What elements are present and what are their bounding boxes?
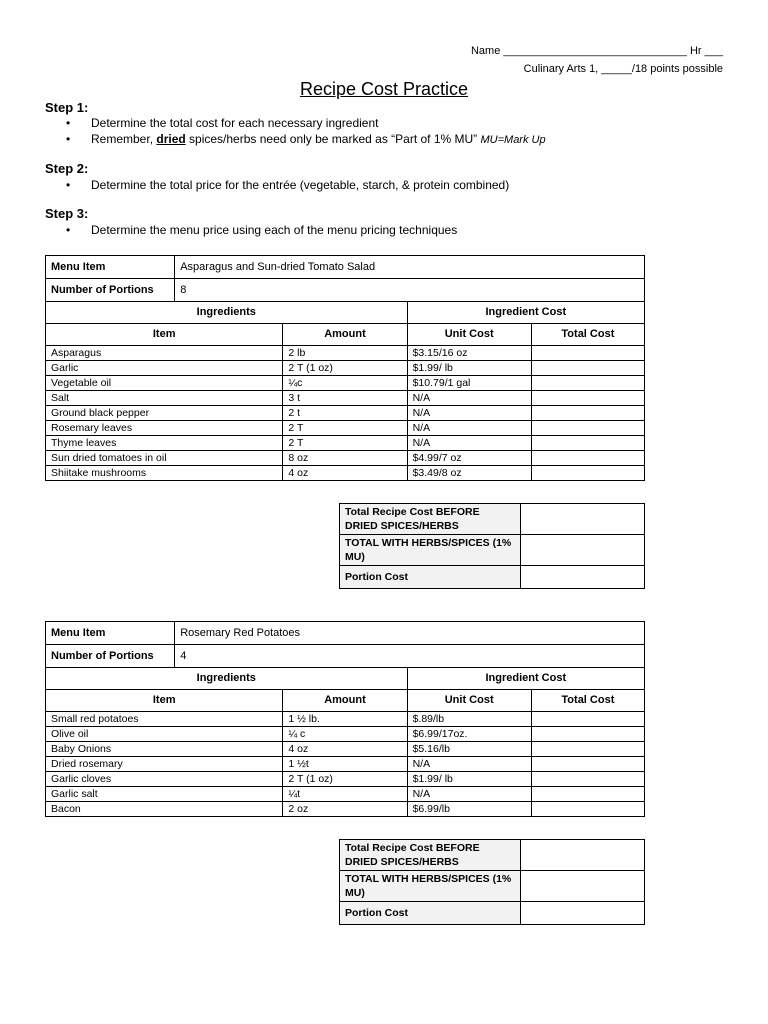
portion-cost-field[interactable] [521, 902, 645, 925]
ingredient-unit-cost: $10.79/1 gal [407, 376, 531, 391]
ingredient-total-cost-field[interactable] [531, 361, 644, 376]
total-before-label: Total Recipe Cost BEFORE DRIED SPICES/HERBS [340, 504, 521, 535]
amount-header: Amount [283, 324, 407, 346]
ingredient-row [46, 451, 645, 466]
ingredient-amount: ¼ c [283, 727, 407, 742]
total-cost-header: Total Cost [531, 324, 644, 346]
ingredient-unit-cost: $3.49/8 oz [407, 466, 531, 481]
ingredient-item: Garlic salt [46, 787, 283, 802]
ingredient-item: Sun dried tomatoes in oil [46, 451, 283, 466]
ingredient-cost-header: Ingredient Cost [407, 302, 644, 324]
recipe-table-2 [45, 621, 645, 817]
ingredient-unit-cost: $6.99/17oz. [407, 727, 531, 742]
ingredient-total-cost-field[interactable] [531, 421, 644, 436]
total-before-label: Total Recipe Cost BEFORE DRIED SPICES/HERBS [340, 840, 521, 871]
ingredient-unit-cost: N/A [407, 391, 531, 406]
portions-value: 4 [175, 645, 645, 668]
total-before-field[interactable] [521, 504, 645, 535]
ingredient-amount: 2 oz [283, 802, 407, 817]
ingredient-amount: 4 oz [283, 742, 407, 757]
page-title: Recipe Cost Practice [299, 79, 469, 99]
ingredient-item: Thyme leaves [46, 436, 283, 451]
ingredient-row [46, 391, 645, 406]
ingredient-total-cost-field[interactable] [531, 742, 644, 757]
ingredient-unit-cost: N/A [407, 421, 531, 436]
ingredient-total-cost-field[interactable] [531, 772, 644, 787]
bullet-icon: • [66, 223, 71, 237]
ingredient-total-cost-field[interactable] [531, 451, 644, 466]
ingredient-item: Vegetable oil [46, 376, 283, 391]
total-with-label: TOTAL WITH HERBS/SPICES (1% MU) [340, 871, 521, 902]
ingredient-item: Shiitake mushrooms [46, 466, 283, 481]
total-cost-header: Total Cost [531, 690, 644, 712]
ingredient-total-cost-field[interactable] [531, 787, 644, 802]
unit-cost-header: Unit Cost [407, 324, 531, 346]
recipe-table-1 [45, 255, 645, 481]
ingredients-header: Ingredients [46, 302, 408, 324]
ingredient-unit-cost: $1.99/ lb [407, 361, 531, 376]
step-3-bullet-1: • Determine the menu price using each of the menu pricing techniques [66, 223, 458, 237]
ingredient-row [46, 436, 645, 451]
ingredient-amount: 8 oz [283, 451, 407, 466]
total-with-label: TOTAL WITH HERBS/SPICES (1% MU) [340, 535, 521, 566]
menu-item-label: Menu Item [46, 256, 175, 279]
ingredient-row [46, 466, 645, 481]
ingredient-row [46, 757, 645, 772]
ingredient-total-cost-field[interactable] [531, 727, 644, 742]
menu-item-value: Asparagus and Sun-dried Tomato Salad [175, 256, 645, 279]
ingredient-amount: 2 T [283, 421, 407, 436]
step-2-label: Step 2: [45, 161, 89, 176]
ingredient-row [46, 406, 645, 421]
bullet-icon: • [66, 116, 71, 130]
ingredient-total-cost-field[interactable] [531, 802, 644, 817]
ingredient-row [46, 421, 645, 436]
step-2-bullet-1: • Determine the total price for the entrée (vegetable, starch, & protein combined) [66, 178, 510, 192]
ingredient-row [46, 787, 645, 802]
bullet-icon: • [66, 178, 71, 192]
ingredient-amount: 4 oz [283, 466, 407, 481]
item-header: Item [46, 690, 283, 712]
ingredient-total-cost-field[interactable] [531, 346, 644, 361]
ingredient-row [46, 802, 645, 817]
total-with-field[interactable] [521, 535, 645, 566]
ingredient-item: Ground black pepper [46, 406, 283, 421]
ingredient-amount: 1 ½t [283, 757, 407, 772]
ingredient-cost-header: Ingredient Cost [407, 668, 644, 690]
ingredient-unit-cost: $5.16/lb [407, 742, 531, 757]
item-header: Item [46, 324, 283, 346]
ingredient-unit-cost: $1.99/ lb [407, 772, 531, 787]
ingredient-unit-cost: $4.99/7 oz [407, 451, 531, 466]
ingredient-item: Rosemary leaves [46, 421, 283, 436]
cost-summary-1 [339, 503, 645, 589]
ingredient-amount: 3 t [283, 391, 407, 406]
ingredient-amount: 2 T (1 oz) [283, 772, 407, 787]
ingredient-row [46, 772, 645, 787]
step-3-label: Step 3: [45, 206, 89, 221]
ingredient-item: Small red potatoes [46, 712, 283, 727]
ingredient-total-cost-field[interactable] [531, 406, 644, 421]
ingredient-item: Baby Onions [46, 742, 283, 757]
ingredient-unit-cost: $.89/lb [407, 712, 531, 727]
ingredient-amount: 2 T [283, 436, 407, 451]
ingredient-row [46, 727, 645, 742]
portion-cost-label: Portion Cost [340, 902, 521, 925]
step-1-bullet-2: • Remember, dried spices/herbs need only be marked as “Part of 1% MU” MU=Mark Up [66, 132, 546, 146]
total-with-field[interactable] [521, 871, 645, 902]
unit-cost-header: Unit Cost [407, 690, 531, 712]
ingredient-unit-cost: N/A [407, 436, 531, 451]
ingredient-item: Garlic cloves [46, 772, 283, 787]
portions-label: Number of Portions [46, 279, 175, 302]
bullet-icon: • [66, 132, 71, 146]
portions-value: 8 [175, 279, 645, 302]
ingredient-total-cost-field[interactable] [531, 757, 644, 772]
portion-cost-label: Portion Cost [340, 566, 521, 589]
ingredient-amount: ¼c [283, 376, 407, 391]
ingredient-unit-cost: N/A [407, 406, 531, 421]
portions-label: Number of Portions [46, 645, 175, 668]
ingredients-header: Ingredients [46, 668, 408, 690]
ingredient-item: Bacon [46, 802, 283, 817]
ingredient-unit-cost: N/A [407, 787, 531, 802]
total-before-field[interactable] [521, 840, 645, 871]
ingredient-item: Asparagus [46, 346, 283, 361]
ingredient-item: Dried rosemary [46, 757, 283, 772]
ingredient-amount: 2 T (1 oz) [283, 361, 407, 376]
ingredient-unit-cost: N/A [407, 757, 531, 772]
ingredient-total-cost-field[interactable] [531, 391, 644, 406]
ingredient-total-cost-field[interactable] [531, 466, 644, 481]
ingredient-item: Olive oil [46, 727, 283, 742]
ingredient-unit-cost: $3.15/16 oz [407, 346, 531, 361]
ingredient-amount: 1 ½ lb. [283, 712, 407, 727]
portion-cost-field[interactable] [521, 566, 645, 589]
ingredient-row [46, 361, 645, 376]
ingredient-row [46, 376, 645, 391]
ingredient-total-cost-field[interactable] [531, 436, 644, 451]
class-points-line: Culinary Arts 1, _____/18 points possible [523, 63, 723, 75]
menu-item-value: Rosemary Red Potatoes [175, 622, 645, 645]
ingredient-row [46, 346, 645, 361]
ingredient-amount: 2 t [283, 406, 407, 421]
ingredient-item: Garlic [46, 361, 283, 376]
ingredient-total-cost-field[interactable] [531, 376, 644, 391]
ingredient-row [46, 742, 645, 757]
ingredient-item: Salt [46, 391, 283, 406]
amount-header: Amount [283, 690, 407, 712]
step-1-bullet-1: • Determine the total cost for each necessary ingredient [66, 116, 379, 130]
ingredient-amount: 2 lb [283, 346, 407, 361]
name-line: Name ______________________________ Hr ___ [470, 45, 723, 57]
cost-summary-2 [339, 839, 645, 925]
ingredient-amount: ¼t [283, 787, 407, 802]
ingredient-row [46, 712, 645, 727]
step-1-label: Step 1: [45, 100, 89, 115]
ingredient-total-cost-field[interactable] [531, 712, 644, 727]
menu-item-label: Menu Item [46, 622, 175, 645]
ingredient-unit-cost: $6.99/lb [407, 802, 531, 817]
